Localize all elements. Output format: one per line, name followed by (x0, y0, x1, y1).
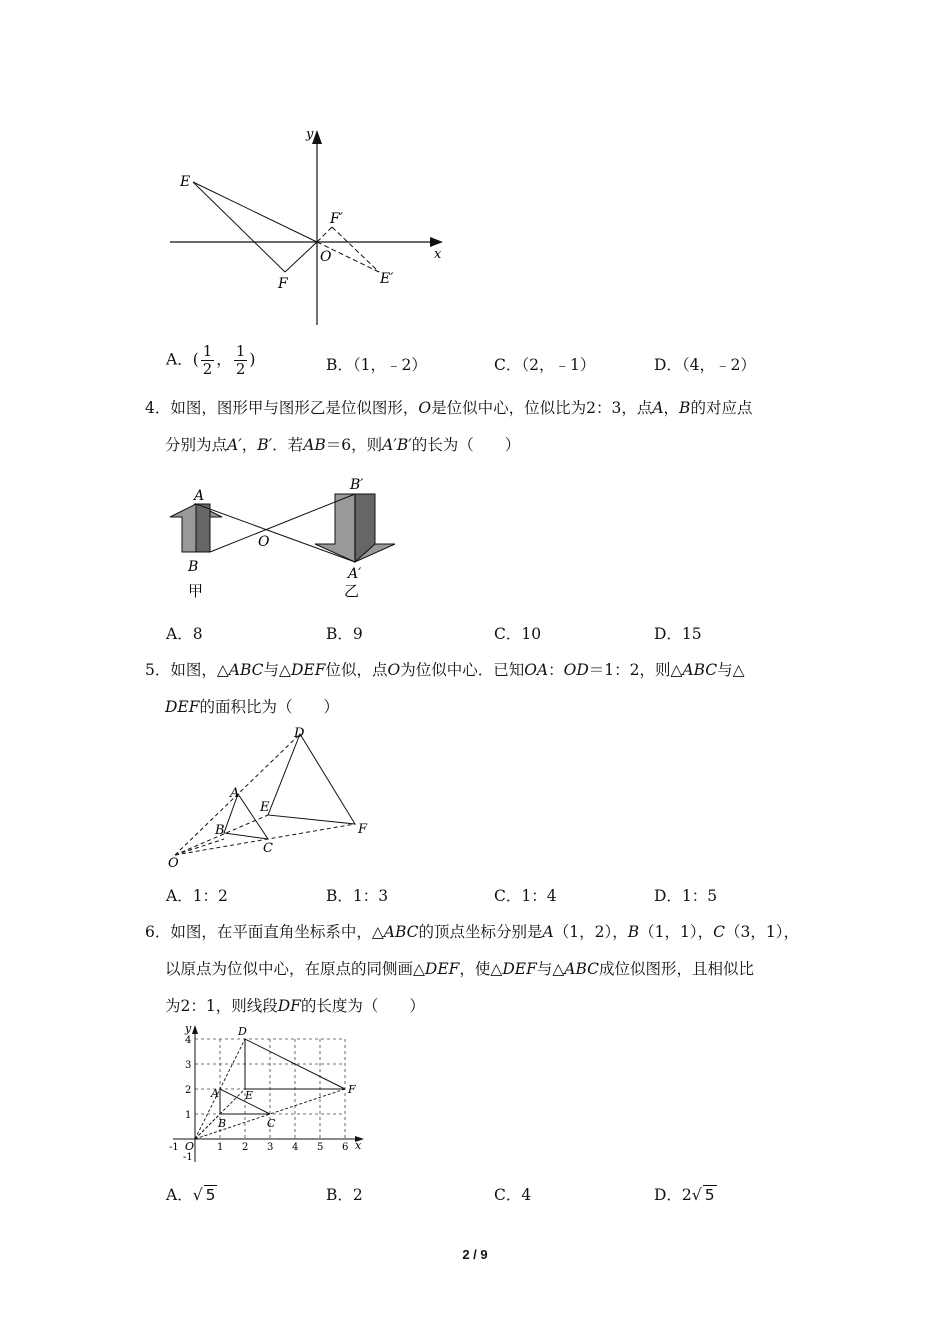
q3-option-a-frac1 (201, 343, 215, 378)
q4-var-B-prime: B′ (257, 436, 273, 454)
q6-text: 的长度为（ ） (300, 997, 425, 1015)
q3-option-a-prefix: A．( (166, 350, 199, 369)
q5-var: O (387, 661, 401, 679)
q6-option-b[interactable]: B．2 (326, 1186, 363, 1204)
q5-text: 与△ (717, 661, 745, 679)
q6-figure (165, 1022, 370, 1172)
q6-text: 的顶点坐标分别是 (418, 923, 543, 941)
q6-xtick-m1: -1 (169, 1142, 179, 1153)
q5-text: 5．如图，△ (145, 661, 229, 679)
q3-option-a-suffix: ) (249, 350, 256, 369)
q4-label-B-prime: B′ (350, 477, 364, 493)
q6-text: （3，1）， (724, 923, 799, 941)
q5-label-A: A (230, 786, 240, 801)
q6-text: （1，2）， (553, 923, 628, 941)
q6-option-d[interactable] (654, 1183, 717, 1205)
q4-text: 的对应点 (690, 399, 753, 417)
q6-var: C (713, 923, 725, 941)
q4-label-jia: 甲 (188, 582, 204, 600)
q6-var: B (627, 923, 640, 941)
q3-figure (160, 120, 460, 330)
q4-label-A: A (194, 488, 205, 504)
q4-text: ， (241, 436, 258, 454)
q6-var: ABC (564, 960, 599, 978)
q6-ytick-m1: -1 (183, 1152, 193, 1163)
q3-frac2-num: 1 (235, 342, 246, 360)
q5-text: 的面积比为（ ） (199, 698, 340, 716)
q6-label-A: A (211, 1087, 219, 1100)
q6-var: A (542, 923, 554, 941)
q3-label-O: O (320, 249, 332, 265)
q6-xtick-3: 3 (267, 1142, 274, 1153)
q5-text: 为位似中心．已知 (400, 661, 525, 679)
q4-option-a[interactable]: A．8 (166, 625, 203, 643)
q3-frac2-den: 2 (235, 360, 246, 378)
q6-line3 (145, 988, 815, 1025)
q6-ytick-4: 4 (185, 1035, 192, 1046)
q5-option-b[interactable]: B．1：3 (326, 887, 389, 905)
q5-var: DEF (165, 698, 200, 716)
q3-frac1-num: 1 (202, 342, 213, 360)
q4-label-yi: 乙 (344, 582, 360, 600)
q5-text: ： (548, 661, 564, 679)
q4-var-A-prime: A′ (227, 436, 242, 454)
q6-xtick-4: 4 (292, 1142, 299, 1153)
q6-option-d-radicand: 5 (704, 1186, 715, 1204)
q4-text: 是位似中心，位似比为2：3，点 (431, 399, 653, 417)
sqrt-icon: √ (192, 1186, 203, 1204)
q4-text: ＝6，则 (325, 436, 383, 454)
q5-var: OA (524, 661, 549, 679)
q3-label-F-prime: F′ (330, 211, 343, 227)
q5-label-E: E (260, 800, 270, 815)
q3-label-E: E (180, 174, 191, 190)
q5-option-d[interactable]: D．1：5 (654, 887, 718, 905)
q3-option-c[interactable]: C．（2，﹣1） (494, 356, 596, 374)
q6-option-a-prefix: A． (166, 1186, 193, 1204)
q6-label-x: x (355, 1139, 362, 1152)
q3-option-a[interactable] (166, 343, 255, 378)
q4-var-A: A (652, 399, 664, 417)
q5-label-C: C (263, 841, 273, 856)
q6-text: 以原点为位似中心，在原点的同侧画△ (165, 960, 425, 978)
q6-ytick-2: 2 (185, 1085, 192, 1096)
q6-var: DEF (424, 960, 460, 978)
q6-var: ABC (383, 923, 419, 941)
q3-frac1-den: 2 (202, 360, 213, 378)
q5-var: ABC (682, 661, 718, 679)
q6-stem (145, 914, 815, 1025)
q5-var: DEF (290, 661, 326, 679)
q6-text: 与△ (536, 960, 565, 978)
q5-option-a[interactable]: A．1：2 (166, 887, 228, 905)
q6-ytick-3: 3 (185, 1060, 192, 1071)
q5-text: ＝1：2，则△ (588, 661, 683, 679)
q4-option-b[interactable]: B．9 (326, 625, 363, 643)
q3-label-E-prime: E′ (380, 271, 394, 287)
q6-line2 (145, 951, 815, 988)
q4-text: 4．如图，图形甲与图形乙是位似图形， (145, 399, 419, 417)
q6-xtick-1: 1 (217, 1142, 224, 1153)
q4-line2 (145, 427, 815, 464)
q4-label-B: B (188, 559, 199, 575)
q3-option-a-frac2 (234, 343, 248, 378)
q5-var: ABC (228, 661, 264, 679)
q6-label-E: E (245, 1089, 254, 1102)
q4-line1 (145, 390, 815, 427)
q5-figure (160, 722, 380, 872)
q6-text: 成位似图形，且相似比 (599, 960, 755, 978)
q6-var: DEF (502, 960, 537, 978)
q5-text: 位似，点 (325, 661, 388, 679)
q5-label-F: F (358, 822, 368, 837)
q4-text: 分别为点 (165, 436, 228, 454)
sqrt-icon: √ (691, 1186, 702, 1204)
q5-line2 (145, 689, 815, 726)
q6-text: ，使△ (459, 960, 503, 978)
q3-label-F: F (278, 276, 288, 292)
q3-label-x: x (434, 247, 442, 262)
q5-line1 (145, 652, 815, 689)
q6-line1 (145, 914, 815, 951)
q5-text: 与△ (263, 661, 291, 679)
q6-xtick-2: 2 (242, 1142, 249, 1153)
q4-text: ．若 (272, 436, 304, 454)
q6-label-C: C (267, 1117, 276, 1130)
q6-label-B: B (218, 1117, 227, 1130)
q6-xtick-5: 5 (317, 1142, 324, 1153)
q5-label-O: O (168, 856, 179, 871)
q6-option-d-prefix: D．2 (654, 1186, 692, 1204)
q4-var-AB: AB (303, 436, 326, 454)
q6-label-O: O (185, 1140, 195, 1153)
page-number: 2 / 9 (462, 1247, 488, 1262)
q6-label-D: D (238, 1025, 247, 1038)
q4-stem (145, 390, 815, 464)
q3-option-b[interactable]: B．（1，﹣2） (326, 356, 427, 374)
q6-option-c[interactable]: C．4 (494, 1186, 532, 1204)
q4-label-O: O (258, 534, 270, 550)
q5-var: OD (563, 661, 589, 679)
q6-text: 为2：1，则线段 (165, 997, 278, 1015)
q4-var-O: O (418, 399, 432, 417)
q6-text: （1，1）， (639, 923, 714, 941)
q4-option-d[interactable]: D．15 (654, 625, 702, 643)
q5-option-c[interactable]: C．1：4 (494, 887, 557, 905)
q4-figure (160, 472, 410, 607)
q6-option-a-radicand: 5 (205, 1186, 216, 1204)
q4-option-c[interactable]: C．10 (494, 625, 542, 643)
q6-option-a[interactable] (166, 1183, 217, 1205)
q6-xtick-6: 6 (342, 1142, 349, 1153)
q6-var: DF (277, 997, 301, 1015)
q3-option-d[interactable]: D．（4，﹣2） (654, 356, 756, 374)
q6-ytick-1: 1 (185, 1110, 192, 1121)
q4-text: ， (663, 399, 680, 417)
q6-text: 6．如图，在平面直角坐标系中，△ (145, 923, 384, 941)
q5-stem (145, 652, 815, 726)
q4-text: 的长为（ ） (411, 436, 521, 454)
q3-option-a-sep: ， (216, 350, 232, 369)
q5-label-D: D (294, 726, 305, 741)
q4-label-A-prime: A′ (348, 566, 362, 582)
q5-label-B: B (215, 823, 225, 838)
q6-label-F: F (348, 1083, 356, 1096)
q4-var-ApBp: A′B′ (382, 436, 412, 454)
q3-label-y: y (306, 127, 314, 142)
q6-label-y: y (185, 1022, 192, 1035)
q4-var-B: B (679, 399, 691, 417)
